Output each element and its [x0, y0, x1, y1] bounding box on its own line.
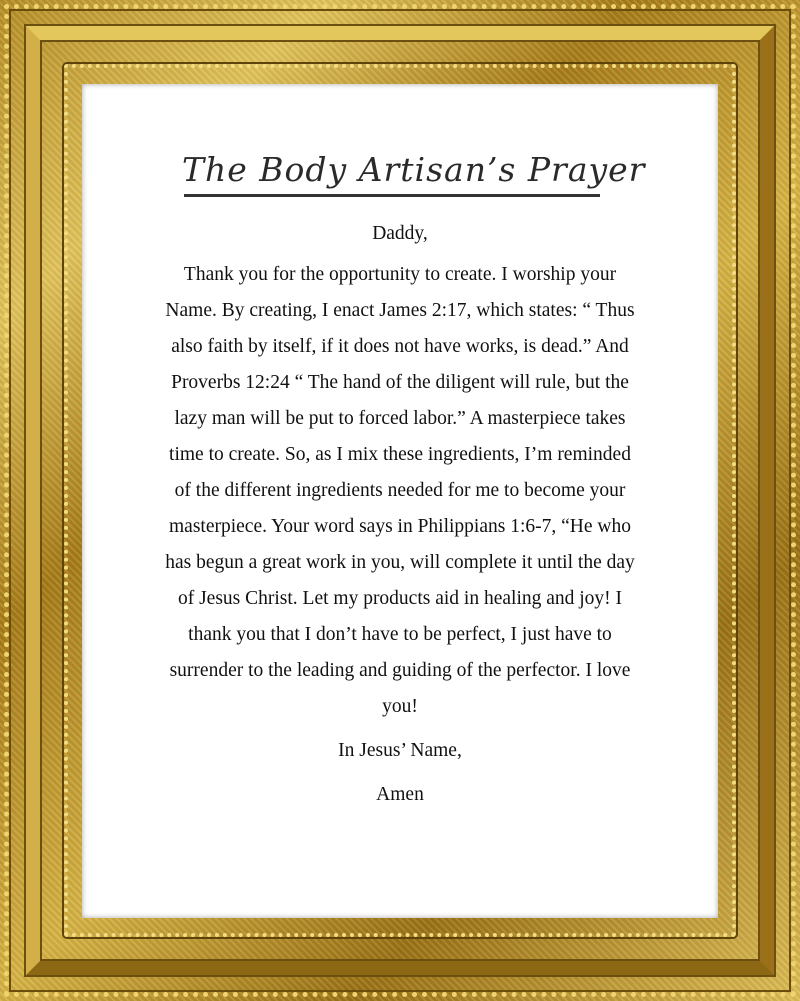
prayer-line: of the different ingredients needed for me to become your — [174, 480, 626, 501]
prayer-line: lazy man will be put to forced labor.” A masterpiece takes — [174, 408, 626, 429]
closing-line: In Jesus’ Name, — [338, 740, 462, 761]
prayer-line: thank you that I don’t have to be perfect, I just have to — [188, 624, 612, 645]
prayer-line: you! — [382, 696, 418, 717]
salutation: Daddy, — [372, 223, 428, 244]
prayer-line: surrender to the leading and guiding of the perfector. I love — [169, 660, 631, 681]
prayer-title: The Body Artisan’s Prayer — [182, 150, 646, 189]
prayer-line: Thank you for the opportunity to create. I worship your — [183, 264, 617, 285]
prayer-line: time to create. So, as I mix these ingredients, I’m reminded — [169, 444, 631, 465]
prayer-line: masterpiece. Your word says in Philippians 1:6-7, “He who — [169, 516, 631, 537]
prayer-line: of Jesus Christ. Let my products aid in healing and joy! I — [177, 588, 623, 609]
prayer-line: Proverbs 12:24 “ The hand of the diligent will rule, but the — [171, 372, 629, 393]
prayer-document — [82, 84, 718, 918]
prayer-line: also faith by itself, if it does not have works, is dead.” And — [171, 336, 629, 357]
prayer-line: Name. By creating, I enact James 2:17, which states: “ Thus — [165, 300, 635, 321]
signoff-amen: Amen — [376, 784, 424, 805]
prayer-line: has begun a great work in you, will complete it until the day — [165, 552, 635, 573]
title-underline — [184, 194, 600, 197]
